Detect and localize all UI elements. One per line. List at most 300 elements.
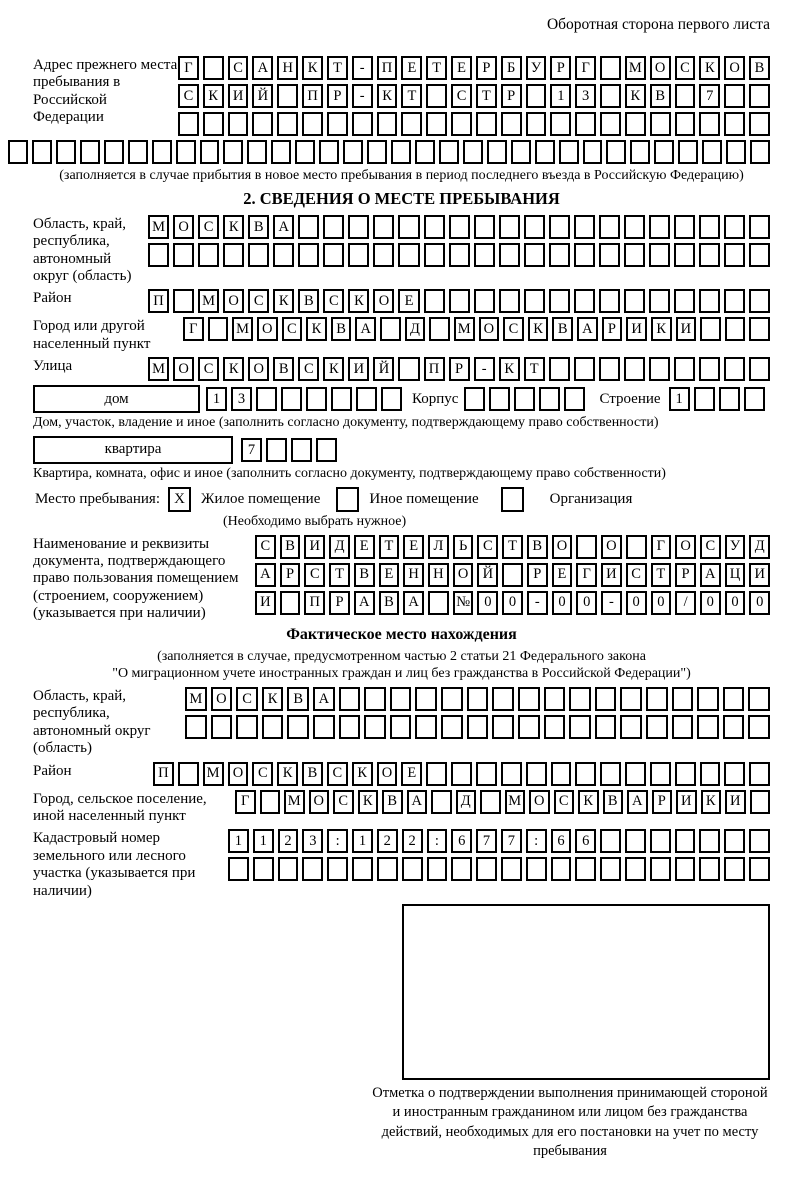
char-cell[interactable]: [511, 140, 531, 164]
char-cell[interactable]: А: [273, 215, 294, 239]
char-cell[interactable]: [474, 215, 495, 239]
char-cell[interactable]: [203, 112, 224, 136]
char-cell[interactable]: Р: [329, 591, 350, 615]
char-cell[interactable]: [624, 357, 645, 381]
char-cell[interactable]: О: [309, 790, 330, 814]
char-cell[interactable]: [348, 243, 369, 267]
char-cell[interactable]: [600, 857, 621, 881]
char-cell[interactable]: [302, 112, 323, 136]
char-cell[interactable]: [499, 243, 520, 267]
char-cell[interactable]: [323, 215, 344, 239]
char-cell[interactable]: [247, 140, 267, 164]
char-cell[interactable]: [678, 140, 698, 164]
char-cell[interactable]: Р: [327, 84, 348, 108]
char-cell[interactable]: [487, 140, 507, 164]
char-cell[interactable]: С: [554, 790, 575, 814]
char-cell[interactable]: [551, 762, 572, 786]
char-cell[interactable]: [574, 289, 595, 313]
char-cell[interactable]: Т: [401, 84, 422, 108]
char-cell[interactable]: -: [352, 56, 373, 80]
char-cell[interactable]: [719, 387, 740, 411]
char-cell[interactable]: [724, 829, 745, 853]
char-cell[interactable]: [699, 857, 720, 881]
char-cell[interactable]: Й: [373, 357, 394, 381]
char-cell[interactable]: М: [148, 215, 169, 239]
char-cell[interactable]: [402, 857, 423, 881]
char-cell[interactable]: [441, 687, 463, 711]
char-cell[interactable]: 7: [241, 438, 262, 462]
char-cell[interactable]: [449, 215, 470, 239]
char-cell[interactable]: Т: [327, 56, 348, 80]
char-cell[interactable]: [724, 243, 745, 267]
char-cell[interactable]: [280, 591, 301, 615]
char-cell[interactable]: [501, 762, 522, 786]
char-cell[interactable]: :: [526, 829, 547, 853]
char-cell[interactable]: [128, 140, 148, 164]
char-cell[interactable]: [203, 56, 224, 80]
char-cell[interactable]: М: [185, 687, 207, 711]
char-cell[interactable]: Г: [235, 790, 256, 814]
char-cell[interactable]: [674, 289, 695, 313]
char-cell[interactable]: О: [248, 357, 269, 381]
char-cell[interactable]: Р: [280, 563, 301, 587]
char-cell[interactable]: О: [173, 215, 194, 239]
char-cell[interactable]: [302, 857, 323, 881]
char-cell[interactable]: [298, 215, 319, 239]
char-cell[interactable]: [699, 243, 720, 267]
char-cell[interactable]: К: [701, 790, 722, 814]
char-cell[interactable]: [431, 790, 452, 814]
char-cell[interactable]: О: [377, 762, 398, 786]
char-cell[interactable]: [575, 762, 596, 786]
char-cell[interactable]: [535, 140, 555, 164]
char-cell[interactable]: Т: [476, 84, 497, 108]
char-cell[interactable]: [339, 715, 361, 739]
char-cell[interactable]: В: [280, 535, 301, 559]
char-cell[interactable]: [80, 140, 100, 164]
char-cell[interactable]: [377, 857, 398, 881]
char-cell[interactable]: Ь: [453, 535, 474, 559]
char-cell[interactable]: К: [528, 317, 549, 341]
char-cell[interactable]: [348, 215, 369, 239]
char-cell[interactable]: Т: [329, 563, 350, 587]
char-cell[interactable]: [674, 215, 695, 239]
char-cell[interactable]: В: [302, 762, 323, 786]
char-cell[interactable]: С: [333, 790, 354, 814]
char-cell[interactable]: [501, 112, 522, 136]
char-cell[interactable]: [749, 289, 770, 313]
char-cell[interactable]: Л: [428, 535, 449, 559]
char-cell[interactable]: [424, 215, 445, 239]
char-cell[interactable]: [599, 357, 620, 381]
char-cell[interactable]: [574, 357, 595, 381]
char-cell[interactable]: [476, 112, 497, 136]
char-cell[interactable]: 1: [228, 829, 249, 853]
char-cell[interactable]: [273, 243, 294, 267]
char-cell[interactable]: 7: [476, 829, 497, 853]
char-cell[interactable]: [287, 715, 309, 739]
char-cell[interactable]: К: [651, 317, 672, 341]
char-cell[interactable]: [319, 140, 339, 164]
char-cell[interactable]: [178, 762, 199, 786]
char-cell[interactable]: [56, 140, 76, 164]
char-cell[interactable]: П: [304, 591, 325, 615]
char-cell[interactable]: [451, 112, 472, 136]
char-cell[interactable]: В: [298, 289, 319, 313]
char-cell[interactable]: [625, 762, 646, 786]
char-cell[interactable]: У: [526, 56, 547, 80]
char-cell[interactable]: [544, 715, 566, 739]
char-cell[interactable]: О: [453, 563, 474, 587]
char-cell[interactable]: [624, 289, 645, 313]
char-cell[interactable]: Д: [405, 317, 426, 341]
char-cell[interactable]: 0: [576, 591, 597, 615]
char-cell[interactable]: [426, 112, 447, 136]
char-cell[interactable]: [518, 715, 540, 739]
char-cell[interactable]: Т: [379, 535, 400, 559]
char-cell[interactable]: [278, 857, 299, 881]
char-cell[interactable]: Р: [527, 563, 548, 587]
char-cell[interactable]: 7: [699, 84, 720, 108]
char-cell[interactable]: 0: [725, 591, 746, 615]
char-cell[interactable]: [600, 829, 621, 853]
char-cell[interactable]: О: [373, 289, 394, 313]
char-cell[interactable]: С: [198, 215, 219, 239]
char-cell[interactable]: М: [198, 289, 219, 313]
char-cell[interactable]: [749, 829, 770, 853]
char-cell[interactable]: [373, 215, 394, 239]
char-cell[interactable]: Г: [576, 563, 597, 587]
char-cell[interactable]: К: [223, 215, 244, 239]
char-cell[interactable]: [524, 215, 545, 239]
char-cell[interactable]: К: [358, 790, 379, 814]
char-cell[interactable]: В: [603, 790, 624, 814]
char-cell[interactable]: [208, 317, 229, 341]
char-cell[interactable]: [277, 112, 298, 136]
char-cell[interactable]: [649, 289, 670, 313]
char-cell[interactable]: [381, 387, 402, 411]
char-cell[interactable]: К: [273, 289, 294, 313]
char-cell[interactable]: П: [153, 762, 174, 786]
stay-type-checkbox-residential[interactable]: X: [168, 487, 191, 512]
char-cell[interactable]: 0: [651, 591, 672, 615]
char-cell[interactable]: [148, 243, 169, 267]
char-cell[interactable]: Р: [652, 790, 673, 814]
char-cell[interactable]: А: [700, 563, 721, 587]
char-cell[interactable]: [352, 112, 373, 136]
char-cell[interactable]: [750, 140, 770, 164]
char-cell[interactable]: 1: [352, 829, 373, 853]
char-cell[interactable]: [649, 215, 670, 239]
char-cell[interactable]: 1: [669, 387, 690, 411]
char-cell[interactable]: О: [601, 535, 622, 559]
char-cell[interactable]: [424, 243, 445, 267]
char-cell[interactable]: [600, 56, 621, 80]
char-cell[interactable]: [595, 687, 617, 711]
char-cell[interactable]: К: [499, 357, 520, 381]
char-cell[interactable]: [744, 387, 765, 411]
char-cell[interactable]: [749, 317, 770, 341]
char-cell[interactable]: [549, 215, 570, 239]
char-cell[interactable]: Б: [501, 56, 522, 80]
char-cell[interactable]: [398, 357, 419, 381]
char-cell[interactable]: [620, 687, 642, 711]
char-cell[interactable]: В: [287, 687, 309, 711]
char-cell[interactable]: [415, 140, 435, 164]
char-cell[interactable]: [228, 857, 249, 881]
char-cell[interactable]: [650, 112, 671, 136]
char-cell[interactable]: [700, 317, 721, 341]
char-cell[interactable]: [429, 317, 450, 341]
char-cell[interactable]: [352, 857, 373, 881]
char-cell[interactable]: В: [650, 84, 671, 108]
char-cell[interactable]: [723, 687, 745, 711]
char-cell[interactable]: В: [248, 215, 269, 239]
char-cell[interactable]: В: [382, 790, 403, 814]
char-cell[interactable]: 1: [550, 84, 571, 108]
char-cell[interactable]: [223, 243, 244, 267]
char-cell[interactable]: [464, 387, 485, 411]
char-cell[interactable]: [323, 243, 344, 267]
char-cell[interactable]: [749, 243, 770, 267]
char-cell[interactable]: [474, 289, 495, 313]
char-cell[interactable]: [600, 84, 621, 108]
char-cell[interactable]: [624, 243, 645, 267]
char-cell[interactable]: П: [424, 357, 445, 381]
char-cell[interactable]: 3: [231, 387, 252, 411]
char-cell[interactable]: И: [348, 357, 369, 381]
char-cell[interactable]: К: [348, 289, 369, 313]
char-cell[interactable]: 2: [377, 829, 398, 853]
char-cell[interactable]: [306, 387, 327, 411]
char-cell[interactable]: [649, 357, 670, 381]
char-cell[interactable]: [650, 857, 671, 881]
char-cell[interactable]: П: [302, 84, 323, 108]
char-cell[interactable]: [501, 857, 522, 881]
char-cell[interactable]: [724, 112, 745, 136]
char-cell[interactable]: С: [451, 84, 472, 108]
char-cell[interactable]: [426, 84, 447, 108]
char-cell[interactable]: К: [223, 357, 244, 381]
char-cell[interactable]: [559, 140, 579, 164]
char-cell[interactable]: [173, 243, 194, 267]
char-cell[interactable]: [401, 112, 422, 136]
char-cell[interactable]: Е: [552, 563, 573, 587]
char-cell[interactable]: [526, 762, 547, 786]
char-cell[interactable]: [675, 857, 696, 881]
char-cell[interactable]: [600, 112, 621, 136]
char-cell[interactable]: [650, 762, 671, 786]
char-cell[interactable]: К: [578, 790, 599, 814]
char-cell[interactable]: [697, 715, 719, 739]
char-cell[interactable]: Ц: [725, 563, 746, 587]
char-cell[interactable]: [248, 243, 269, 267]
char-cell[interactable]: [749, 112, 770, 136]
char-cell[interactable]: [725, 317, 746, 341]
char-cell[interactable]: [749, 84, 770, 108]
char-cell[interactable]: [223, 140, 243, 164]
char-cell[interactable]: [390, 715, 412, 739]
char-cell[interactable]: [200, 140, 220, 164]
char-cell[interactable]: 0: [700, 591, 721, 615]
char-cell[interactable]: А: [313, 687, 335, 711]
char-cell[interactable]: [260, 790, 281, 814]
char-cell[interactable]: К: [323, 357, 344, 381]
char-cell[interactable]: [441, 715, 463, 739]
char-cell[interactable]: [524, 243, 545, 267]
char-cell[interactable]: Д: [456, 790, 477, 814]
char-cell[interactable]: А: [255, 563, 276, 587]
char-cell[interactable]: [549, 289, 570, 313]
char-cell[interactable]: [343, 140, 363, 164]
char-cell[interactable]: [646, 715, 668, 739]
char-cell[interactable]: [724, 215, 745, 239]
char-cell[interactable]: О: [223, 289, 244, 313]
char-cell[interactable]: В: [527, 535, 548, 559]
char-cell[interactable]: [674, 357, 695, 381]
char-cell[interactable]: [649, 243, 670, 267]
char-cell[interactable]: [576, 535, 597, 559]
char-cell[interactable]: [575, 112, 596, 136]
char-cell[interactable]: [724, 84, 745, 108]
char-cell[interactable]: М: [148, 357, 169, 381]
char-cell[interactable]: [549, 243, 570, 267]
char-cell[interactable]: С: [248, 289, 269, 313]
char-cell[interactable]: Р: [476, 56, 497, 80]
char-cell[interactable]: О: [650, 56, 671, 80]
char-cell[interactable]: [674, 243, 695, 267]
char-cell[interactable]: [724, 857, 745, 881]
char-cell[interactable]: [364, 715, 386, 739]
char-cell[interactable]: [467, 687, 489, 711]
char-cell[interactable]: Н: [403, 563, 424, 587]
char-cell[interactable]: П: [377, 56, 398, 80]
char-cell[interactable]: [492, 715, 514, 739]
char-cell[interactable]: [178, 112, 199, 136]
char-cell[interactable]: С: [327, 762, 348, 786]
char-cell[interactable]: [449, 243, 470, 267]
char-cell[interactable]: [723, 715, 745, 739]
char-cell[interactable]: [526, 112, 547, 136]
char-cell[interactable]: [699, 829, 720, 853]
char-cell[interactable]: С: [236, 687, 258, 711]
char-cell[interactable]: 2: [278, 829, 299, 853]
char-cell[interactable]: -: [527, 591, 548, 615]
char-cell[interactable]: А: [403, 591, 424, 615]
char-cell[interactable]: 6: [575, 829, 596, 853]
char-cell[interactable]: Н: [277, 56, 298, 80]
char-cell[interactable]: [549, 357, 570, 381]
char-cell[interactable]: С: [255, 535, 276, 559]
char-cell[interactable]: [697, 687, 719, 711]
char-cell[interactable]: О: [228, 762, 249, 786]
char-cell[interactable]: О: [724, 56, 745, 80]
char-cell[interactable]: Е: [451, 56, 472, 80]
char-cell[interactable]: К: [306, 317, 327, 341]
char-cell[interactable]: К: [302, 56, 323, 80]
char-cell[interactable]: 1: [206, 387, 227, 411]
char-cell[interactable]: Н: [428, 563, 449, 587]
char-cell[interactable]: [625, 112, 646, 136]
char-cell[interactable]: К: [203, 84, 224, 108]
char-cell[interactable]: [699, 215, 720, 239]
char-cell[interactable]: О: [173, 357, 194, 381]
char-cell[interactable]: П: [148, 289, 169, 313]
char-cell[interactable]: С: [178, 84, 199, 108]
char-cell[interactable]: Е: [401, 762, 422, 786]
char-cell[interactable]: В: [273, 357, 294, 381]
char-cell[interactable]: [262, 715, 284, 739]
char-cell[interactable]: С: [477, 535, 498, 559]
char-cell[interactable]: А: [355, 317, 376, 341]
char-cell[interactable]: Г: [178, 56, 199, 80]
char-cell[interactable]: [514, 387, 535, 411]
char-cell[interactable]: [367, 140, 387, 164]
char-cell[interactable]: [574, 243, 595, 267]
char-cell[interactable]: И: [228, 84, 249, 108]
char-cell[interactable]: [398, 215, 419, 239]
char-cell[interactable]: [499, 289, 520, 313]
char-cell[interactable]: Г: [575, 56, 596, 80]
char-cell[interactable]: М: [505, 790, 526, 814]
char-cell[interactable]: [32, 140, 52, 164]
char-cell[interactable]: [726, 140, 746, 164]
char-cell[interactable]: -: [601, 591, 622, 615]
char-cell[interactable]: [316, 438, 337, 462]
char-cell[interactable]: [724, 289, 745, 313]
char-cell[interactable]: И: [304, 535, 325, 559]
char-cell[interactable]: [298, 243, 319, 267]
char-cell[interactable]: [492, 687, 514, 711]
char-cell[interactable]: И: [255, 591, 276, 615]
char-cell[interactable]: [373, 243, 394, 267]
char-cell[interactable]: [564, 387, 585, 411]
char-cell[interactable]: 3: [302, 829, 323, 853]
char-cell[interactable]: [390, 687, 412, 711]
char-cell[interactable]: [606, 140, 626, 164]
char-cell[interactable]: 7: [501, 829, 522, 853]
char-cell[interactable]: [748, 715, 770, 739]
char-cell[interactable]: [449, 289, 470, 313]
char-cell[interactable]: [550, 112, 571, 136]
char-cell[interactable]: У: [725, 535, 746, 559]
char-cell[interactable]: -: [352, 84, 373, 108]
char-cell[interactable]: Д: [329, 535, 350, 559]
char-cell[interactable]: [694, 387, 715, 411]
char-cell[interactable]: [539, 387, 560, 411]
char-cell[interactable]: С: [323, 289, 344, 313]
char-cell[interactable]: И: [749, 563, 770, 587]
char-cell[interactable]: [630, 140, 650, 164]
char-cell[interactable]: Е: [403, 535, 424, 559]
char-cell[interactable]: :: [327, 829, 348, 853]
char-cell[interactable]: [152, 140, 172, 164]
char-cell[interactable]: Г: [183, 317, 204, 341]
char-cell[interactable]: [595, 715, 617, 739]
char-cell[interactable]: Е: [398, 289, 419, 313]
char-cell[interactable]: [377, 112, 398, 136]
char-cell[interactable]: [524, 289, 545, 313]
char-cell[interactable]: К: [352, 762, 373, 786]
char-cell[interactable]: [185, 715, 207, 739]
char-cell[interactable]: [749, 857, 770, 881]
char-cell[interactable]: [380, 317, 401, 341]
char-cell[interactable]: 0: [502, 591, 523, 615]
char-cell[interactable]: А: [252, 56, 273, 80]
char-cell[interactable]: [253, 857, 274, 881]
char-cell[interactable]: [654, 140, 674, 164]
char-cell[interactable]: И: [676, 317, 697, 341]
